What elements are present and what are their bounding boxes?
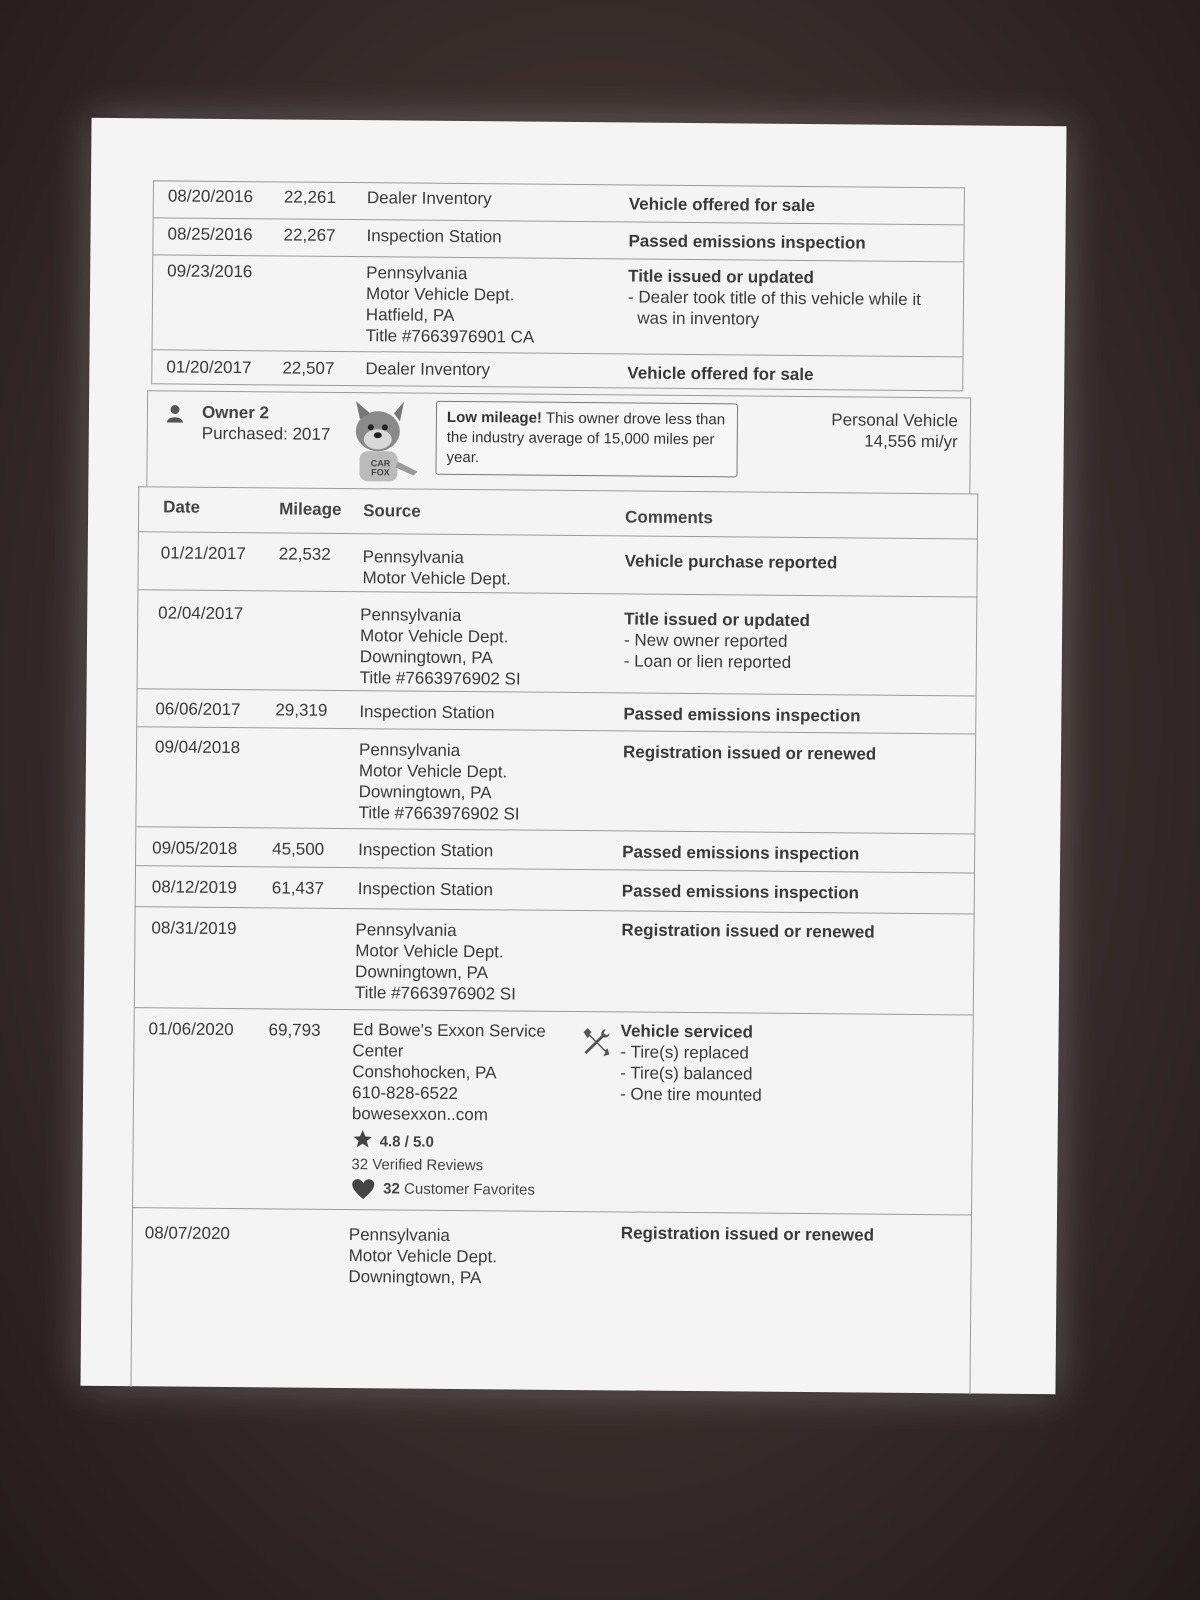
heart-icon — [351, 1178, 375, 1205]
star-icon — [352, 1128, 374, 1155]
record-source: Dealer Inventory — [366, 188, 492, 209]
table-row — [138, 531, 976, 597]
record-date: 09/05/2018 — [152, 838, 238, 859]
owner-section — [146, 390, 971, 493]
record-source: Pennsylvania Motor Vehicle Dept. — [362, 547, 511, 589]
table-row — [152, 349, 962, 391]
record-source: Pennsylvania Motor Vehicle Dept. Downingtown, PA Title #7663976902 SI — [358, 740, 520, 824]
record-mileage: 22,261 — [283, 187, 336, 207]
record-mileage: 61,437 — [271, 878, 324, 898]
record-date: 09/23/2016 — [167, 261, 253, 282]
rating-value: 4.8 / 5.0 — [379, 1133, 434, 1151]
service-tools-icon — [579, 1026, 611, 1063]
record-source: Pennsylvania Motor Vehicle Dept. Downingtown, PA Title #7663976902 SI — [354, 920, 517, 1004]
history-table — [130, 486, 978, 1394]
record-comment: Registration issued or renewed — [621, 920, 875, 942]
record-source: Inspection Station — [366, 226, 502, 247]
record-comment: Vehicle offered for sale — [628, 194, 816, 216]
record-mileage: 22,507 — [282, 358, 335, 378]
record-comment: Vehicle serviced - Tire(s) replaced - Tire(s) balanced - One tire mounted — [619, 1021, 762, 1105]
table-row — [138, 589, 977, 696]
carfox-mascot — [343, 399, 428, 493]
table-row — [136, 726, 975, 834]
table-header — [139, 487, 977, 538]
person-icon — [166, 403, 184, 428]
record-date: 08/31/2019 — [151, 918, 237, 939]
low-mileage-callout: Low mileage! This owner drove less than the industry average of 15,000 miles per year. — [435, 401, 738, 478]
table-row — [135, 906, 974, 1015]
carfax-report-page — [80, 118, 1066, 1394]
record-date: 01/21/2017 — [160, 543, 246, 564]
record-comment: Passed emissions inspection — [628, 231, 866, 253]
record-source: Inspection Station — [359, 702, 495, 723]
record-comment: Passed emissions inspection — [623, 704, 861, 726]
record-date: 08/07/2020 — [144, 1223, 230, 1244]
record-date: 08/12/2019 — [151, 877, 238, 898]
record-comment: Vehicle offered for sale — [627, 363, 814, 385]
record-source: Dealer Inventory — [365, 359, 491, 380]
owner-title: Owner 2 — [201, 402, 270, 423]
record-source: Pennsylvania Motor Vehicle Dept. Hatfield, PA Title #7663976901 CA — [365, 263, 535, 347]
record-date: 02/04/2017 — [158, 603, 244, 624]
record-date: 08/20/2016 — [167, 186, 254, 207]
record-source: Pennsylvania Motor Vehicle Dept. Downingtown, PA — [348, 1225, 498, 1288]
vehicle-type: Personal Vehicle — [831, 410, 959, 431]
record-date: 09/04/2018 — [154, 737, 241, 758]
verified-reviews: 32 Verified Reviews — [351, 1156, 484, 1175]
record-comment: Passed emissions inspection — [621, 881, 860, 903]
header-comments: Comments — [625, 507, 714, 528]
record-date: 06/06/2017 — [155, 699, 241, 720]
header-source: Source — [363, 501, 421, 521]
record-comment: Vehicle purchase reported — [624, 551, 838, 573]
record-comment: Passed emissions inspection — [622, 842, 860, 864]
header-mileage: Mileage — [279, 499, 342, 519]
record-mileage: 45,500 — [272, 839, 325, 859]
record-source: Inspection Station — [358, 840, 494, 861]
record-comment: Title issued or updated - Dealer took title of this vehicle while it was in inventory — [627, 266, 921, 329]
record-date: 01/20/2017 — [166, 357, 252, 378]
header-date: Date — [163, 497, 201, 517]
table-row — [133, 1007, 973, 1215]
record-mileage: 29,319 — [275, 700, 328, 720]
table-row — [153, 254, 964, 357]
record-mileage: 22,267 — [283, 225, 336, 245]
record-comment: Registration issued or renewed — [622, 742, 877, 764]
owner-purchased: Purchased: 2017 — [201, 423, 331, 444]
record-source: Ed Bowe's Exxon Service Center Conshohocken, PA 610-828-6522 bowesexxon..com — [351, 1020, 546, 1125]
record-date: 08/25/2016 — [167, 224, 253, 245]
record-mileage: 69,793 — [268, 1020, 321, 1040]
table-row — [131, 1207, 971, 1395]
record-mileage: 22,532 — [278, 544, 331, 564]
customer-favorites: 32 Customer Favorites — [383, 1180, 536, 1199]
carfox-label: CAR FOX — [370, 458, 391, 478]
record-comment: Title issued or updated - New owner reported - Loan or lien reported — [623, 609, 811, 672]
record-source: Pennsylvania Motor Vehicle Dept. Downingtown, PA Title #7663976902 SI — [359, 605, 521, 689]
record-date: 01/06/2020 — [148, 1019, 234, 1040]
record-comment: Registration issued or renewed — [620, 1223, 875, 1245]
history-table-top — [151, 180, 965, 391]
miles-per-year: 14,556 mi/yr — [864, 431, 958, 452]
record-source: Inspection Station — [357, 879, 494, 900]
